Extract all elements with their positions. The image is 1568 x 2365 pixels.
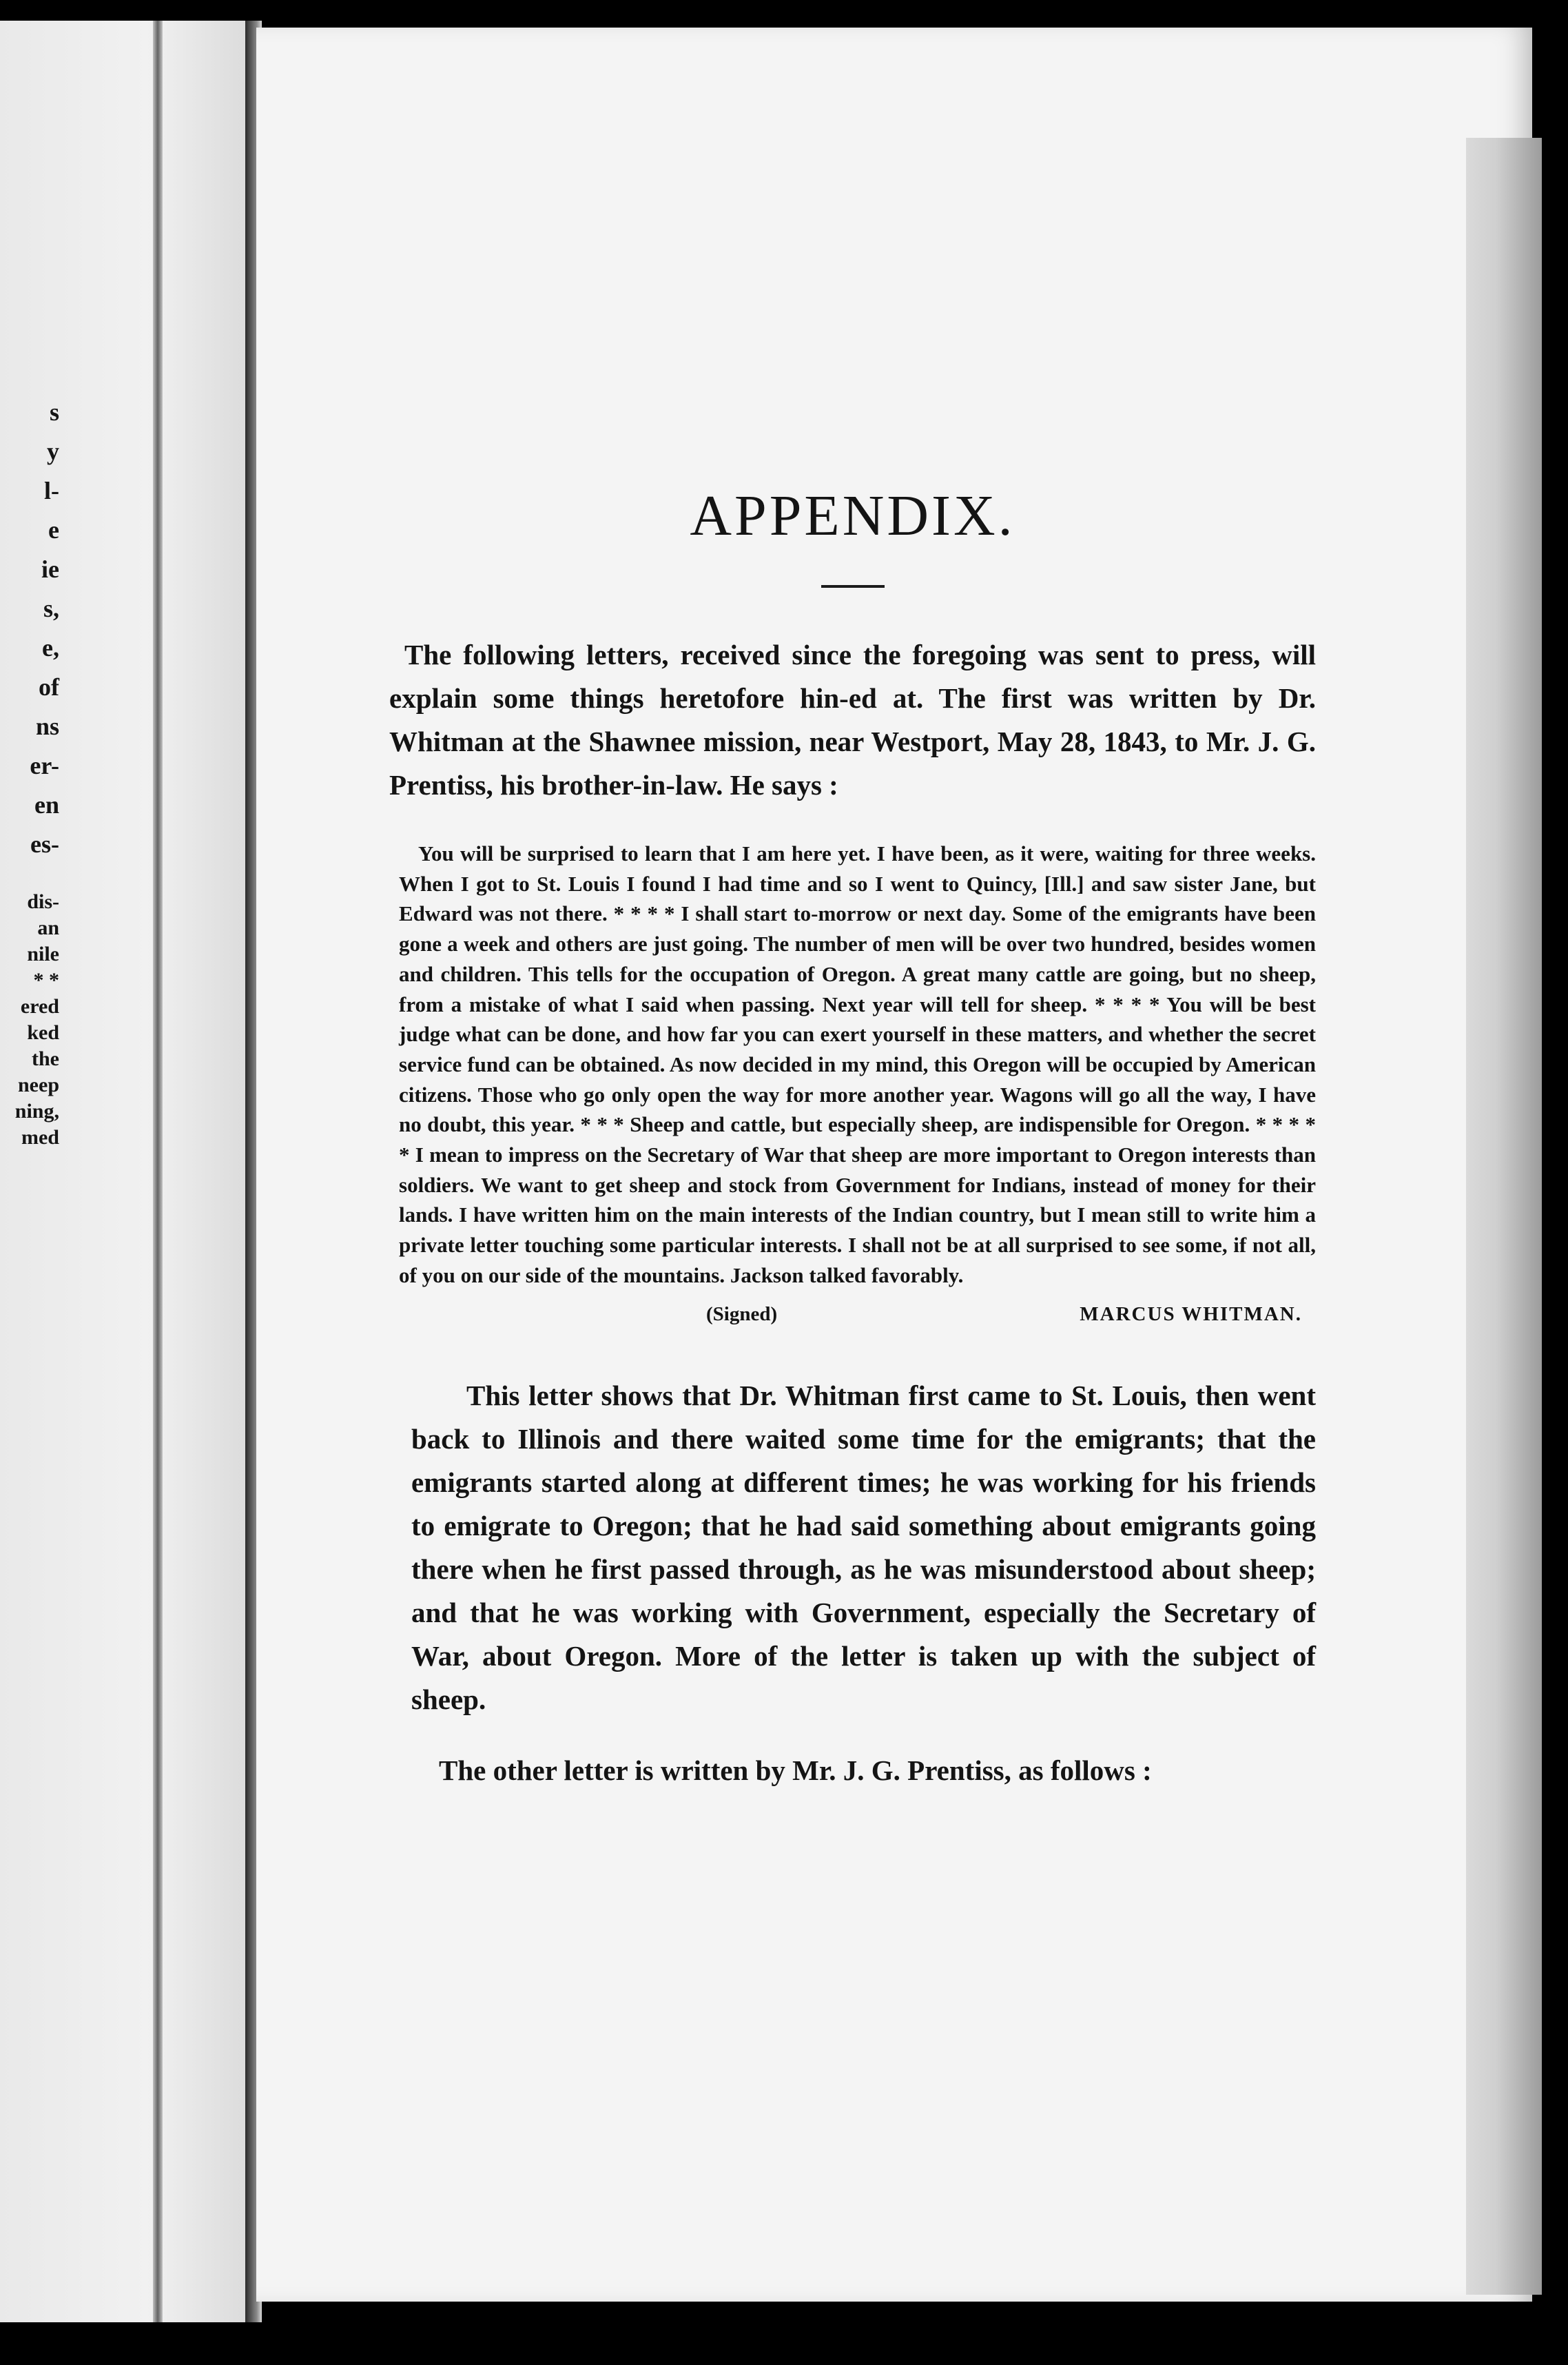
left-page-fold-shadow — [153, 21, 163, 2322]
fragment-line: ning, — [14, 1100, 59, 1123]
closing-line: The other letter is written by Mr. J. G. Prentiss, as follows : — [439, 1754, 1152, 1786]
fragment-line: ns — [35, 713, 59, 740]
fragment-line: s, — [43, 595, 59, 622]
fragment-line: nile — [27, 943, 59, 965]
fragment-line: s — [49, 398, 59, 426]
fragment-line: ked — [27, 1021, 59, 1044]
fragment-line: med — [21, 1126, 59, 1149]
fragment-line: ie — [41, 555, 59, 583]
fragment-line: neep — [18, 1074, 59, 1096]
intro-paragraph: The following letters, received since the foregoing was sent to press, will explain some things heretofore hin-ed at. The first was written by Dr. Whitman at the Shawnee mission, near Westport, May 28, 1843, to Mr. J. G. Prentiss, his brother-in-law. He says : — [389, 639, 1316, 801]
letter-signature — [389, 1303, 1316, 1326]
fragment-line: en — [34, 791, 59, 819]
quoted-letter: You will be surprised to learn that I am here yet. I have been, as it were, waiting for three weeks. When I got to St. Louis I found I had time and so I went to Quincy, [Ill.] and saw sister Jane, but Edward was not there. * * * * I shall start to-morrow or next day. Some of the emigrants have been gone a week and others are just going. The number of men will be over two hundred, besides women and children. This tells for the occupation of Oregon. A great many cattle are going, but no sheep, from a mistake of what I said when passing. Next year will tell for sheep. * * * * You will be best judge what can be done, and how far you can exert yourself in these matters, and whether the secret service fund can be obtained. As now decided in my mind, this Oregon will be occupied by American citizens. Those who go only open the way for more another year. Wagons will go all the way, I have no doubt, this year. * * * Sheep and cattle, but especially sheep, are indispensible for Oregon. * * * * * I mean to impress on the Secretary of War that sheep are more important to Oregon interests than soldiers. We want to get sheep and stock from Government for Indians, instead of money for their lands. I have written him on the main interests of the Indian country, but I mean still to write him a private letter touching some particular interests. I shall not be at all surprised to see some, if not all, of you on our side of the mountains. Jackson talked favorably. — [399, 841, 1316, 1287]
left-page-text-fragments — [0, 393, 59, 1151]
fragment-line: an — [37, 917, 59, 939]
heading-divider — [821, 585, 885, 588]
fragment-line: dis- — [27, 890, 59, 913]
fragment-line: l- — [44, 477, 59, 504]
left-facing-page — [0, 21, 245, 2322]
fragment-line: the — [32, 1047, 59, 1070]
fragment-line: y — [47, 438, 59, 465]
fragment-line: er- — [30, 752, 59, 779]
fragment-line: e — [48, 516, 59, 544]
signature-label: (Signed) — [706, 1302, 778, 1325]
page-content — [389, 482, 1316, 1792]
page-heading: APPENDIX. — [690, 484, 1015, 548]
fragment-line: es- — [30, 830, 59, 858]
fragment-line: e, — [42, 634, 59, 662]
commentary-paragraph: This letter shows that Dr. Whitman first came to St. Louis, then went back to Illinois and there waited some time for the emigrants; that the emigrants started along at different times; he was working for his friends to emigrate to Oregon; that he had said something about emigrants going there when he first passed through, as he was misunderstood about sheep; and that he was working with Government, especially the Secretary of War, about Oregon. More of the letter is taken up with the subject of sheep. — [411, 1379, 1316, 1715]
fragment-line: * * — [33, 969, 59, 992]
fragment-line: ered — [20, 995, 59, 1018]
fragment-line: of — [39, 673, 59, 701]
page-edge-shadow — [1466, 138, 1542, 2295]
signature-name: MARCUS WHITMAN. — [1080, 1302, 1302, 1325]
